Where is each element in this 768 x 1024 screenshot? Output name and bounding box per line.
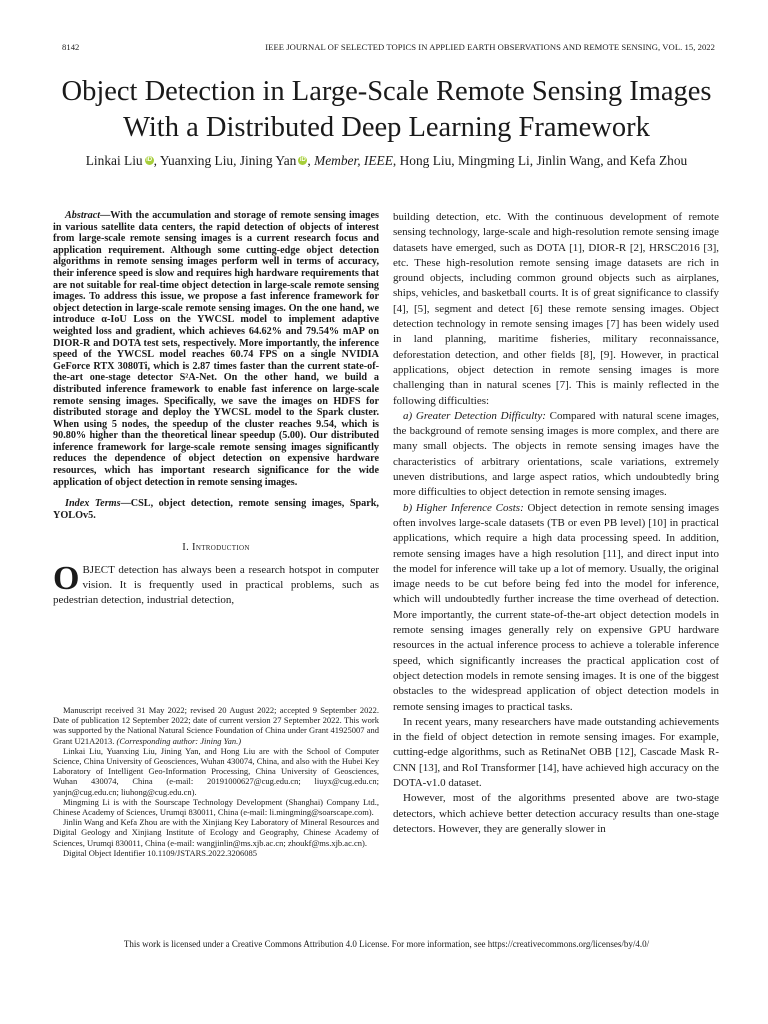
body-paragraph: In recent years, many researchers have made outstanding achievements in the field of object detection in remote sensing images. For example, cutting-edge algorithms, such as RetinaNet OBB [12], Cascade Mask R-CNN [13], and RoI Transformer [14], have achieved high accuracy on the DOTA-v1.0 dataset. bbox=[393, 715, 719, 789]
author-first: Linkai Liu bbox=[85, 153, 143, 168]
author-rest: , Hong Liu, Mingming Li, Jinlin Wang, and Kefa Zhou bbox=[392, 153, 688, 168]
section-heading-introduction bbox=[53, 541, 379, 554]
author-membership: Member, IEEE bbox=[314, 153, 393, 168]
author-list: Linkai Liu iD , Yuanxing Liu, Jining Yan iD , Member, IEEE, Hong Liu, Mingming Li, Jinlin Wang, and Kefa Zhou bbox=[85, 153, 688, 168]
author-middle: , Yuanxing Liu, Jining Yan bbox=[153, 153, 297, 168]
corresponding-author: (Corresponding author: Jining Yan.) bbox=[116, 735, 242, 746]
left-column bbox=[53, 210, 379, 609]
section-title: Introduction bbox=[192, 542, 250, 554]
first-page-footnote bbox=[53, 705, 379, 858]
footnote-affiliation-2: Mingming Li is with the Sourscape Technology Development (Shanghai) Company Ltd., Chinese Academy of Sciences, Urumqi 830011, China (e-mail: li.mingming@soarscape.com). bbox=[53, 796, 379, 818]
abstract-label: Abstract bbox=[65, 210, 101, 221]
section-number: I. bbox=[182, 542, 190, 554]
journal-name: IEEE JOURNAL OF SELECTED TOPICS IN APPLIED EARTH OBSERVATIONS AND REMOTE SENSING, VOL. 15, 2022 bbox=[265, 42, 715, 52]
right-column bbox=[393, 210, 719, 837]
running-header bbox=[62, 42, 715, 54]
footnote-affiliation-1: Linkai Liu, Yuanxing Liu, Jining Yan, and Hong Liu are with the School of Computer Science, China University of Geosciences, Wuhan 430074, China, and also with the Hubei Key Laboratory of Intelligent Geo-Information Processing, China University of Geosciences, Wuhan 430074, China (e-mail: 20191000627@cug.edu.cn; liuyx@cug.edu.cn; yanjn@cug.edu.cn; liuhong@cug.edu.cn). bbox=[53, 745, 379, 797]
body-paragraph: building detection, etc. With the continuous development of remote sensing technology, large-scale and high-resolution remote sensing image datasets have emerged, such as DOTA [1], DIOR-R [2], HRSC2016 [3], etc. These high-resolution remote sensing image datasets are rich in ground objects, including common ground objects such as airplanes, ships, vehicles, and basketball courts. It is of great significance to classify [4], [5], segment and detect [6] these remote sensing images. Object detection technology in remote sensing images [7] has been widely used in land planning, maritime fisheries, military reconnaissance, deforestation detection, and other fields [8], [9]. However, in practical applications, object detection in remote sensing images is more challenging than in natural scenes [7]. This is mainly reflected in the following difficulties: bbox=[393, 211, 719, 407]
index-terms-text: —CSL, object detection, remote sensing images, Spark, YOLOv5. bbox=[53, 498, 379, 521]
drop-cap: O bbox=[53, 559, 80, 597]
body-paragraph: However, most of the algorithms presented above are two-stage detectors, which achieve better detection accuracy results than one-stage detectors. However, they are generally slower in bbox=[393, 792, 719, 835]
orcid-icon[interactable]: iD bbox=[146, 157, 153, 163]
orcid-icon[interactable]: iD bbox=[299, 157, 306, 163]
index-terms bbox=[53, 498, 379, 521]
paragraph-label: b) Higher Inference Costs: bbox=[403, 501, 524, 514]
body-paragraph: b) Higher Inference Costs: Object detection in remote sensing images often involves large-scale datasets (TB or even PB level) [10] in practical applications, which require a high data processing speed. In addition, remote sensing images have a high resolution [11], and direct input into the model for inference will take up a lot of memory. Usually, the original image needs to be cut before being fed into the model for inference, which will undoubtedly further increase the time overhead of detection. More importantly, the current state-of-the-art object detection models in remote sensing images generally rely on expensive GPU hardware resources in the actual inference process to achieve a tolerable inference speed, which significantly increases the practical application cost of object detection models in remote sensing images. It is one of the biggest obstacles to the widespread application of object detection models in remote sensing images to practical tasks. bbox=[393, 501, 719, 713]
paper-title: Object Detection in Large-Scale Remote Sensing Images With a Distributed Deep Learning Framework bbox=[61, 76, 712, 143]
body-paragraph: a) Greater Detection Difficulty: Compared with natural scene images, the background of remote sensing images is more complex, and there are many small objects. The objects in remote sensing images have the characteristics of arbitrary orientations, scale variations, extremely uneven distributions, and large aspect ratios, which undoubtedly bring more difficulties to object detection in remote sensing images. bbox=[393, 409, 719, 499]
footnote-affiliation-3: Jinlin Wang and Kefa Zhou are with the Xinjiang Key Laboratory of Mineral Resources and Digital Geology and Xinjiang Institute of Ecology and Geography, Chinese Academy of Sciences, Urumqi 830011, China (e-mail: wangjinlin@ms.xjb.ac.cn; zhoukf@ms.xjb.ac.cn). bbox=[53, 817, 379, 848]
intro-paragraph bbox=[53, 559, 379, 609]
footnote-manuscript: Manuscript received 31 May 2022; revised 20 August 2022; accepted 9 September 2022. Date of publication 12 September 2022; date of current version 27 September 2022. This work was supported by the National Natural Science Foundation of China under Grant 41925007 and Grant U21A2013. (Corresponding author: Jining Yan.) bbox=[53, 705, 379, 746]
page-number: 8142 bbox=[62, 42, 80, 52]
intro-text: BJECT detection has always been a research hotspot in computer vision. It is frequently used in practical problems, such as pedestrian detection, industrial detection, bbox=[53, 563, 379, 607]
paragraph-label: a) Greater Detection Difficulty: bbox=[403, 409, 546, 422]
license-notice: This work is licensed under a Creative Commons Attribution 4.0 License. For more information, see https://creativecommons.org/licenses/by/4.0/ bbox=[123, 939, 650, 949]
footnote-doi: Digital Object Identifier 10.1109/JSTARS.2022.3206085 bbox=[63, 847, 258, 858]
index-terms-label: Index Terms bbox=[65, 498, 121, 510]
abstract bbox=[53, 210, 379, 488]
abstract-text: —With the accumulation and storage of remote sensing images in various satellite data centers, the rapid detection of objects of interest from large-scale remote sensing images is a current research focus and application requirement. Although some cutting-edge object detection algorithms in remote sensing images perform well in terms of accuracy, their inference speed is slow and requires high hardware requirements that are not suitable for real-time object detection in large-scale remote sensing images. To address this issue, we propose a fast inference framework for object detection in large-scale remote sensing images. On the one hand, we introduce α-IoU Loss on the YWCSL model to implement adaptive weighted loss and gradient, which achieves 64.62% and 79.54% mAP on DIOR-R and DOTA test sets, respectively. More importantly, the inference speed of the YWCSL model reaches 60.74 FPS on a single NVIDIA GeForce RTX 3080Ti, which is 2.87 times faster than the current state-of-the-art one-stage detector S²A-Net. On the other hand, we build a distributed inference framework to enable fast inference on large-scale remote sensing images. Specifically, we save the images on HDFS for distributed storage and deploy the YWCSL model to the Spark cluster. When using 5 nodes, the speedup of the cluster reaches 9.54, which is 90.80% higher than the theoretical linear speedup (5.00). Our distributed inference framework for large-scale remote sensing images significantly reduces the dependence of object detection on expensive hardware resources, which has important research significance for the wide application of object detection in remote sensing images. bbox=[53, 210, 379, 488]
